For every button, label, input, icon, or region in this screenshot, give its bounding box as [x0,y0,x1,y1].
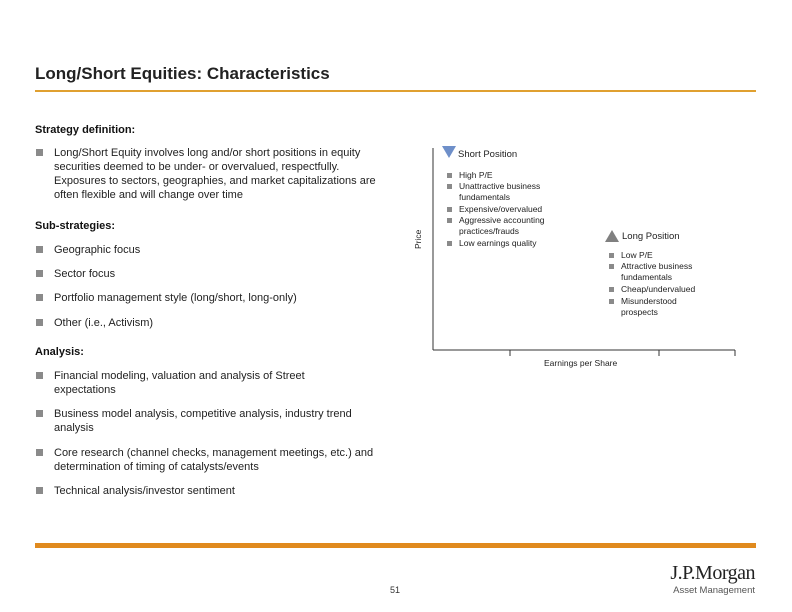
analysis-item: Technical analysis/investor sentiment [35,484,384,498]
long-item: Low P/E [609,250,653,261]
substrategy-item: Portfolio management style (long/short, long-only) [35,291,297,305]
short-item: Low earnings quality [447,238,537,249]
long-item: Attractive business fundamentals [609,261,716,283]
page-number: 51 [390,585,401,595]
jpmorgan-logo: J.P.Morgan [670,562,755,584]
short-position-label: Short Position [458,149,518,160]
short-item: Unattractive business fundamentals [447,181,569,203]
page-title: Long/Short Equities: Characteristics [35,64,330,83]
strategy-definition: Long/Short Equity involves long and/or short positions in equity securities deemed to be under- or overvalued, respectfully. Exposures to sectors, geographies, and market capitalizations are often flexible and will change over time [35,146,384,202]
analysis-heading: Analysis: [35,346,84,358]
substrategy-item: Sector focus [35,267,115,281]
short-item: Aggressive accounting practices/frauds [447,215,569,237]
analysis-item: Business model analysis, competitive analysis, industry trend analysis [35,407,384,435]
short-marker-icon [442,146,456,158]
long-item: Cheap/undervalued [609,284,695,295]
x-axis-label: Earnings per Share [544,358,618,368]
substrategies-heading: Sub-strategies: [35,220,116,232]
logo-subtitle: Asset Management [673,585,755,596]
substrategy-item: Geographic focus [35,243,140,257]
analysis-item: Financial modeling, valuation and analysis of Street expectations [35,369,344,397]
footer-divider [35,543,756,548]
strategy-heading: Strategy definition: [35,124,136,136]
long-marker-icon [605,230,619,242]
short-item: High P/E [447,170,493,181]
substrategy-item: Other (i.e., Activism) [35,316,153,330]
short-item: Expensive/overvalued [447,204,542,215]
analysis-item: Core research (channel checks, management meetings, etc.) and determination of timing of catalysts/events [35,446,384,474]
long-position-label: Long Position [622,231,680,242]
long-item: Misunderstood prospects [609,296,701,318]
y-axis-label: Price [413,229,423,249]
